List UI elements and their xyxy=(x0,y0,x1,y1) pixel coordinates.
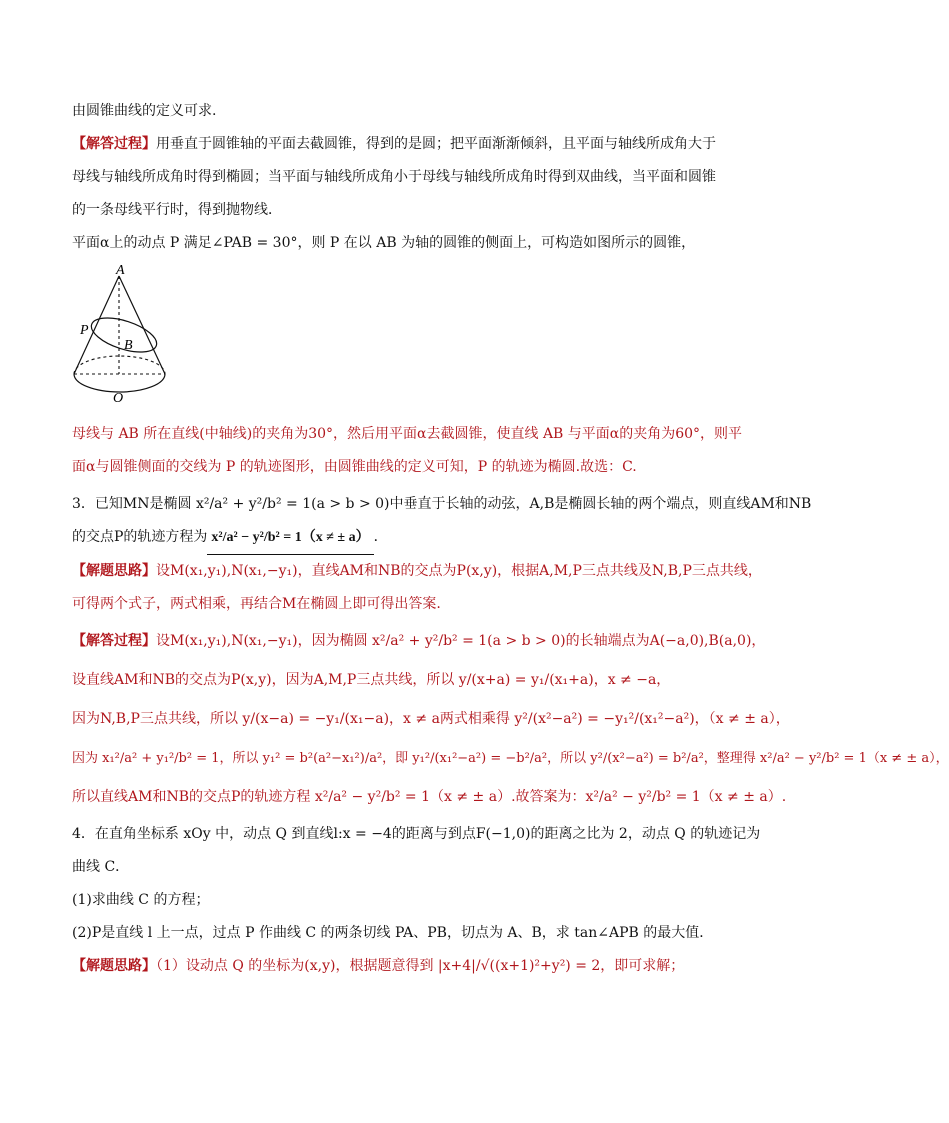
paragraph-3-cont: 面α与圆锥侧面的交线为 P 的轨迹图形，由圆锥曲线的定义可知，P 的轨迹为椭圆.故选：C. xyxy=(72,459,637,475)
question-4: 4．在直角坐标系 xOy 中，动点 Q 到直线l:x = −4的距离与到点F(−1,0)的距离之比为 2，动点 Q 的轨迹记为 xyxy=(72,826,761,842)
solution-3a: 【解答过程】设M(x₁,y₁),N(x₁,−y₁)，因为椭圆 x²/a² + y²/b² = 1(a > b > 0)的长轴端点为A(−a,0),B(a,0)， xyxy=(72,633,766,649)
question-3-answer: x²/a² − y²/b² = 1（x ≠ ± a） xyxy=(207,521,373,555)
question-3: 3．已知MN是椭圆 x²/a² + y²/b² = 1(a > b > 0)中垂直于长轴的动弦，A,B是椭圆长轴的两个端点，则直线AM和NB xyxy=(72,496,812,512)
idea-4: 【解题思路】（1）设动点 Q 的坐标为(x,y)，根据题意得到 |x+4|/√((x+1)²+y²) = 2，即可求解； xyxy=(72,958,685,974)
question-4-part1: (1)求曲线 C 的方程； xyxy=(72,892,210,908)
question-4-part2: (2)P是直线 l 上一点，过点 P 作曲线 C 的两条切线 PA、PB，切点为 A、B，求 tan∠APB 的最大值． xyxy=(72,925,714,941)
paragraph-1-end: 的一条母线平行时，得到抛物线． xyxy=(72,202,282,218)
intro-line: 由圆锥曲线的定义可求. xyxy=(72,103,217,119)
paragraph-1-cont: 母线与轴线所成角时得到椭圆；当平面与轴线所成角小于母线与轴线所成角时得到双曲线，当平面和圆锥 xyxy=(72,169,716,185)
paragraph-1: 【解答过程】用垂直于圆锥轴的平面去截圆锥，得到的是圆；把平面渐渐倾斜，且平面与轴线所成角大于 xyxy=(72,136,716,152)
solution-3d: 因为 x₁²/a² + y₁²/b² = 1，所以 y₁² = b²(a²−x₁²)/a²，即 y₁²/(x₁²−a²) = −b²/a²，所以 y²/(x²−a²) = b²/a²，整理得 x²/a² − y²/b² = 1（x ≠ ± a）， xyxy=(72,751,949,766)
label-O: O xyxy=(113,391,124,406)
solution-3e: 所以直线AM和NB的交点P的轨迹方程 x²/a² − y²/b² = 1（x ≠ ± a）.故答案为：x²/a² − y²/b² = 1（x ≠ ± a）. xyxy=(72,789,787,805)
label-B: B xyxy=(124,338,133,353)
question-3-cont: 的交点P的轨迹方程为 x²/a² − y²/b² = 1（x ≠ ± a） ． xyxy=(72,521,732,555)
solution-3b: 设直线AM和NB的交点为P(x,y)，因为A,M,P三点共线，所以 y/(x+a) = y₁/(x₁+a)，x ≠ −a， xyxy=(72,672,671,688)
document-page xyxy=(72,95,949,983)
paragraph-3: 母线与 AB 所在直线(中轴线)的夹角为30°，然后用平面α去截圆锥，使直线 AB 与平面α的夹角为60°，则平 xyxy=(72,426,743,442)
idea-3-cont: 可得两个式子，两式相乘，再结合M在椭圆上即可得出答案. xyxy=(72,596,441,612)
question-4-cont: 曲线 C． xyxy=(72,859,130,875)
solve-label: 【解答过程】 xyxy=(72,136,156,152)
label-P: P xyxy=(80,323,89,338)
idea-3: 【解题思路】设M(x₁,y₁),N(x₁,−y₁)，直线AM和NB的交点为P(x,y)，根据A,M,P三点共线及N,B,P三点共线， xyxy=(72,563,762,579)
paragraph-2: 平面α上的动点 P 满足∠PAB = 30°，则 P 在以 AB 为轴的圆锥的侧面上，可构造如图所示的圆锥， xyxy=(72,235,696,251)
cone-figure xyxy=(72,262,182,412)
solution-3c: 因为N,B,P三点共线，所以 y/(x−a) = −y₁/(x₁−a)，x ≠ a两式相乘得 y²/(x²−a²) = −y₁²/(x₁²−a²)，（x ≠ ± a）， xyxy=(72,711,790,727)
label-A: A xyxy=(116,263,125,278)
